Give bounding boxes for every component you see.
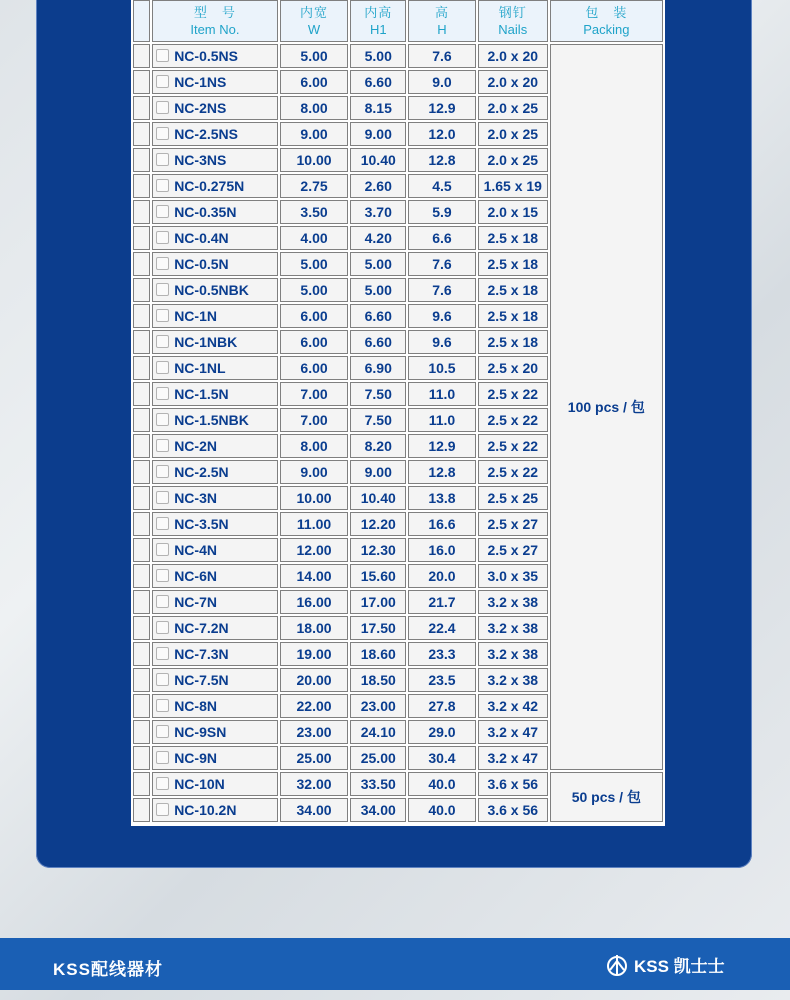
inner-height-value: 10.40 <box>350 148 406 172</box>
item-number: NC-1NL <box>174 360 226 376</box>
height-value: 22.4 <box>408 616 476 640</box>
inner-height-value: 6.60 <box>350 330 406 354</box>
row-spacer-cell <box>133 564 150 588</box>
nails-value: 2.0 x 20 <box>478 70 548 94</box>
item-cell <box>152 616 277 640</box>
row-checkbox[interactable] <box>156 725 169 738</box>
item-cell <box>152 96 277 120</box>
item-cell <box>152 668 277 692</box>
nails-value: 2.0 x 25 <box>478 148 548 172</box>
width-value: 6.00 <box>280 304 349 328</box>
width-value: 5.00 <box>280 44 349 68</box>
item-cell <box>152 460 277 484</box>
item-number: NC-10.2N <box>174 802 237 818</box>
height-value: 5.9 <box>408 200 476 224</box>
row-spacer-cell <box>133 148 150 172</box>
item-cell <box>152 44 277 68</box>
row-spacer-cell <box>133 122 150 146</box>
nails-value: 3.2 x 38 <box>478 668 548 692</box>
item-number: NC-3NS <box>174 152 227 168</box>
row-checkbox[interactable] <box>156 647 169 660</box>
inner-height-value: 23.00 <box>350 694 406 718</box>
row-spacer-cell <box>133 616 150 640</box>
row-spacer-cell <box>133 70 150 94</box>
inner-height-value: 5.00 <box>350 278 406 302</box>
height-value: 16.6 <box>408 512 476 536</box>
item-cell <box>152 330 277 354</box>
row-checkbox[interactable] <box>156 309 169 322</box>
row-spacer-cell <box>133 434 150 458</box>
inner-height-value: 17.00 <box>350 590 406 614</box>
item-cell <box>152 564 277 588</box>
width-value: 6.00 <box>280 330 349 354</box>
row-spacer-cell <box>133 44 150 68</box>
row-checkbox[interactable] <box>156 673 169 686</box>
footer-brand-name: KSS 凯士士 <box>634 957 725 976</box>
row-spacer-cell <box>133 772 150 796</box>
item-number: NC-0.5N <box>174 256 229 272</box>
row-checkbox[interactable] <box>156 595 169 608</box>
width-value: 34.00 <box>280 798 349 822</box>
item-cell <box>152 590 277 614</box>
row-spacer-cell <box>133 226 150 250</box>
item-number: NC-8N <box>174 698 217 714</box>
row-spacer-cell <box>133 668 150 692</box>
item-number: NC-1NS <box>174 74 227 90</box>
height-value: 40.0 <box>408 798 476 822</box>
item-cell <box>152 200 277 224</box>
width-value: 6.00 <box>280 356 349 380</box>
nails-value: 3.2 x 38 <box>478 590 548 614</box>
item-cell <box>152 486 277 510</box>
nails-value: 2.0 x 20 <box>478 44 548 68</box>
item-cell <box>152 304 277 328</box>
inner-height-value: 9.00 <box>350 460 406 484</box>
item-number: NC-7.3N <box>174 646 229 662</box>
height-value: 12.8 <box>408 148 476 172</box>
row-spacer-cell <box>133 746 150 770</box>
inner-height-value: 9.00 <box>350 122 406 146</box>
width-value: 16.00 <box>280 590 349 614</box>
inner-height-value: 7.50 <box>350 382 406 406</box>
item-cell <box>152 512 277 536</box>
inner-height-value: 6.60 <box>350 304 406 328</box>
row-checkbox[interactable] <box>156 153 169 166</box>
item-cell <box>152 746 277 770</box>
header-nails: 钢钉 Nails <box>478 0 548 42</box>
row-spacer-cell <box>133 798 150 822</box>
item-number: NC-1N <box>174 308 217 324</box>
row-spacer-cell <box>133 252 150 276</box>
item-number: NC-10N <box>174 776 225 792</box>
row-checkbox[interactable] <box>156 283 169 296</box>
row-checkbox[interactable] <box>156 101 169 114</box>
item-cell <box>152 382 277 406</box>
item-number: NC-9SN <box>174 724 227 740</box>
item-cell <box>152 720 277 744</box>
item-number: NC-0.5NS <box>174 48 238 64</box>
inner-height-value: 6.90 <box>350 356 406 380</box>
height-value: 16.0 <box>408 538 476 562</box>
inner-height-value: 7.50 <box>350 408 406 432</box>
width-value: 8.00 <box>280 96 349 120</box>
inner-height-value: 24.10 <box>350 720 406 744</box>
item-number: NC-6N <box>174 568 217 584</box>
row-checkbox[interactable] <box>156 413 169 426</box>
header-height: 高 H <box>408 0 476 42</box>
height-value: 7.6 <box>408 278 476 302</box>
nails-value: 2.5 x 22 <box>478 382 548 406</box>
row-checkbox[interactable] <box>156 387 169 400</box>
header-blank <box>133 0 150 42</box>
item-number: NC-7N <box>174 594 217 610</box>
inner-height-value: 8.20 <box>350 434 406 458</box>
item-cell <box>152 278 277 302</box>
nails-value: 2.5 x 22 <box>478 408 548 432</box>
height-value: 9.0 <box>408 70 476 94</box>
inner-height-value: 33.50 <box>350 772 406 796</box>
height-value: 12.9 <box>408 434 476 458</box>
nails-value: 2.5 x 25 <box>478 486 548 510</box>
item-cell <box>152 148 277 172</box>
item-number: NC-2N <box>174 438 217 454</box>
nails-value: 3.0 x 35 <box>478 564 548 588</box>
nails-value: 3.6 x 56 <box>478 798 548 822</box>
width-value: 5.00 <box>280 252 349 276</box>
row-spacer-cell <box>133 720 150 744</box>
width-value: 10.00 <box>280 486 349 510</box>
row-checkbox[interactable] <box>156 803 169 816</box>
height-value: 40.0 <box>408 772 476 796</box>
height-value: 20.0 <box>408 564 476 588</box>
nails-value: 2.5 x 18 <box>478 304 548 328</box>
height-value: 11.0 <box>408 382 476 406</box>
inner-height-value: 34.00 <box>350 798 406 822</box>
row-checkbox[interactable] <box>156 465 169 478</box>
item-cell <box>152 356 277 380</box>
height-value: 23.5 <box>408 668 476 692</box>
row-checkbox[interactable] <box>156 439 169 452</box>
row-spacer-cell <box>133 330 150 354</box>
footer-bar <box>0 938 790 990</box>
item-number: NC-9N <box>174 750 217 766</box>
product-table-container <box>131 0 665 826</box>
row-spacer-cell <box>133 694 150 718</box>
width-value: 20.00 <box>280 668 349 692</box>
inner-height-value: 5.00 <box>350 44 406 68</box>
row-checkbox[interactable] <box>156 127 169 140</box>
width-value: 12.00 <box>280 538 349 562</box>
item-number: NC-0.4N <box>174 230 229 246</box>
packing-cell: 100 pcs / 包 <box>550 44 663 770</box>
nails-value: 2.5 x 18 <box>478 278 548 302</box>
width-value: 5.00 <box>280 278 349 302</box>
height-value: 21.7 <box>408 590 476 614</box>
nails-value: 2.5 x 20 <box>478 356 548 380</box>
table-row <box>133 772 663 796</box>
row-spacer-cell <box>133 590 150 614</box>
row-spacer-cell <box>133 278 150 302</box>
inner-height-value: 12.20 <box>350 512 406 536</box>
row-spacer-cell <box>133 642 150 666</box>
nails-value: 1.65 x 19 <box>478 174 548 198</box>
item-number: NC-3N <box>174 490 217 506</box>
nails-value: 3.2 x 47 <box>478 720 548 744</box>
item-number: NC-1.5NBK <box>174 412 249 428</box>
width-value: 4.00 <box>280 226 349 250</box>
item-number: NC-1NBK <box>174 334 238 350</box>
row-checkbox[interactable] <box>156 517 169 530</box>
nails-value: 2.5 x 22 <box>478 434 548 458</box>
nails-value: 3.2 x 42 <box>478 694 548 718</box>
footer-brand <box>606 952 725 977</box>
item-cell <box>152 434 277 458</box>
width-value: 18.00 <box>280 616 349 640</box>
row-spacer-cell <box>133 174 150 198</box>
height-value: 12.9 <box>408 96 476 120</box>
row-checkbox[interactable] <box>156 335 169 348</box>
height-value: 27.8 <box>408 694 476 718</box>
item-cell <box>152 122 277 146</box>
width-value: 9.00 <box>280 122 349 146</box>
item-cell <box>152 408 277 432</box>
item-cell <box>152 226 277 250</box>
table-row <box>133 44 663 68</box>
nails-value: 2.5 x 18 <box>478 252 548 276</box>
header-packing: 包 装 Packing <box>550 0 663 42</box>
table-header-row <box>133 0 663 42</box>
row-checkbox[interactable] <box>156 75 169 88</box>
row-checkbox[interactable] <box>156 49 169 62</box>
row-checkbox[interactable] <box>156 361 169 374</box>
width-value: 22.00 <box>280 694 349 718</box>
item-cell <box>152 798 277 822</box>
height-value: 10.5 <box>408 356 476 380</box>
nails-value: 2.0 x 15 <box>478 200 548 224</box>
row-spacer-cell <box>133 460 150 484</box>
height-value: 6.6 <box>408 226 476 250</box>
row-checkbox[interactable] <box>156 491 169 504</box>
item-number: NC-0.5NBK <box>174 282 249 298</box>
item-cell <box>152 694 277 718</box>
inner-height-value: 3.70 <box>350 200 406 224</box>
packing-cell: 50 pcs / 包 <box>550 772 663 822</box>
item-cell <box>152 772 277 796</box>
width-value: 32.00 <box>280 772 349 796</box>
row-spacer-cell <box>133 304 150 328</box>
row-checkbox[interactable] <box>156 179 169 192</box>
item-number: NC-2.5NS <box>174 126 238 142</box>
height-value: 11.0 <box>408 408 476 432</box>
height-value: 29.0 <box>408 720 476 744</box>
width-value: 14.00 <box>280 564 349 588</box>
row-spacer-cell <box>133 512 150 536</box>
row-spacer-cell <box>133 538 150 562</box>
nails-value: 2.0 x 25 <box>478 96 548 120</box>
nails-value: 3.6 x 56 <box>478 772 548 796</box>
nails-value: 3.2 x 38 <box>478 616 548 640</box>
height-value: 7.6 <box>408 252 476 276</box>
nails-value: 2.5 x 22 <box>478 460 548 484</box>
product-spec-table <box>131 0 665 824</box>
width-value: 6.00 <box>280 70 349 94</box>
item-cell <box>152 538 277 562</box>
inner-height-value: 8.15 <box>350 96 406 120</box>
width-value: 10.00 <box>280 148 349 172</box>
width-value: 7.00 <box>280 408 349 432</box>
row-spacer-cell <box>133 356 150 380</box>
item-number: NC-1.5N <box>174 386 229 402</box>
nails-value: 3.2 x 47 <box>478 746 548 770</box>
height-value: 30.4 <box>408 746 476 770</box>
row-checkbox[interactable] <box>156 257 169 270</box>
nails-value: 3.2 x 38 <box>478 642 548 666</box>
height-value: 9.6 <box>408 330 476 354</box>
row-spacer-cell <box>133 96 150 120</box>
inner-height-value: 25.00 <box>350 746 406 770</box>
width-value: 2.75 <box>280 174 349 198</box>
inner-height-value: 12.30 <box>350 538 406 562</box>
row-checkbox[interactable] <box>156 699 169 712</box>
inner-height-value: 10.40 <box>350 486 406 510</box>
item-number: NC-7.5N <box>174 672 229 688</box>
width-value: 9.00 <box>280 460 349 484</box>
item-cell <box>152 642 277 666</box>
nails-value: 2.5 x 27 <box>478 538 548 562</box>
row-checkbox[interactable] <box>156 621 169 634</box>
item-number: NC-2.5N <box>174 464 229 480</box>
nails-value: 2.0 x 25 <box>478 122 548 146</box>
height-value: 12.8 <box>408 460 476 484</box>
width-value: 11.00 <box>280 512 349 536</box>
row-checkbox[interactable] <box>156 231 169 244</box>
kss-logo-icon <box>606 953 628 977</box>
item-number: NC-2NS <box>174 100 227 116</box>
height-value: 23.3 <box>408 642 476 666</box>
height-value: 4.5 <box>408 174 476 198</box>
inner-height-value: 6.60 <box>350 70 406 94</box>
height-value: 12.0 <box>408 122 476 146</box>
item-number: NC-3.5N <box>174 516 229 532</box>
height-value: 7.6 <box>408 44 476 68</box>
table-body <box>133 44 663 822</box>
width-value: 19.00 <box>280 642 349 666</box>
nails-value: 2.5 x 18 <box>478 226 548 250</box>
inner-height-value: 5.00 <box>350 252 406 276</box>
row-spacer-cell <box>133 408 150 432</box>
row-checkbox[interactable] <box>156 205 169 218</box>
item-cell <box>152 70 277 94</box>
inner-height-value: 15.60 <box>350 564 406 588</box>
item-number: NC-4N <box>174 542 217 558</box>
header-inner-height: 内高 H1 <box>350 0 406 42</box>
nails-value: 2.5 x 27 <box>478 512 548 536</box>
row-spacer-cell <box>133 200 150 224</box>
width-value: 7.00 <box>280 382 349 406</box>
width-value: 3.50 <box>280 200 349 224</box>
nails-value: 2.5 x 18 <box>478 330 548 354</box>
width-value: 25.00 <box>280 746 349 770</box>
width-value: 8.00 <box>280 434 349 458</box>
item-cell <box>152 252 277 276</box>
inner-height-value: 18.50 <box>350 668 406 692</box>
item-number: NC-0.35N <box>174 204 237 220</box>
inner-height-value: 2.60 <box>350 174 406 198</box>
inner-height-value: 18.60 <box>350 642 406 666</box>
row-spacer-cell <box>133 382 150 406</box>
row-checkbox[interactable] <box>156 777 169 790</box>
row-checkbox[interactable] <box>156 543 169 556</box>
footer-category-label: KSS配线器材 <box>53 960 163 979</box>
row-checkbox[interactable] <box>156 751 169 764</box>
header-width: 内宽 W <box>280 0 349 42</box>
width-value: 23.00 <box>280 720 349 744</box>
header-item-no: 型 号 Item No. <box>152 0 277 42</box>
item-number: NC-7.2N <box>174 620 229 636</box>
item-number: NC-0.275N <box>174 178 245 194</box>
height-value: 13.8 <box>408 486 476 510</box>
item-cell <box>152 174 277 198</box>
inner-height-value: 17.50 <box>350 616 406 640</box>
height-value: 9.6 <box>408 304 476 328</box>
row-checkbox[interactable] <box>156 569 169 582</box>
row-spacer-cell <box>133 486 150 510</box>
inner-height-value: 4.20 <box>350 226 406 250</box>
